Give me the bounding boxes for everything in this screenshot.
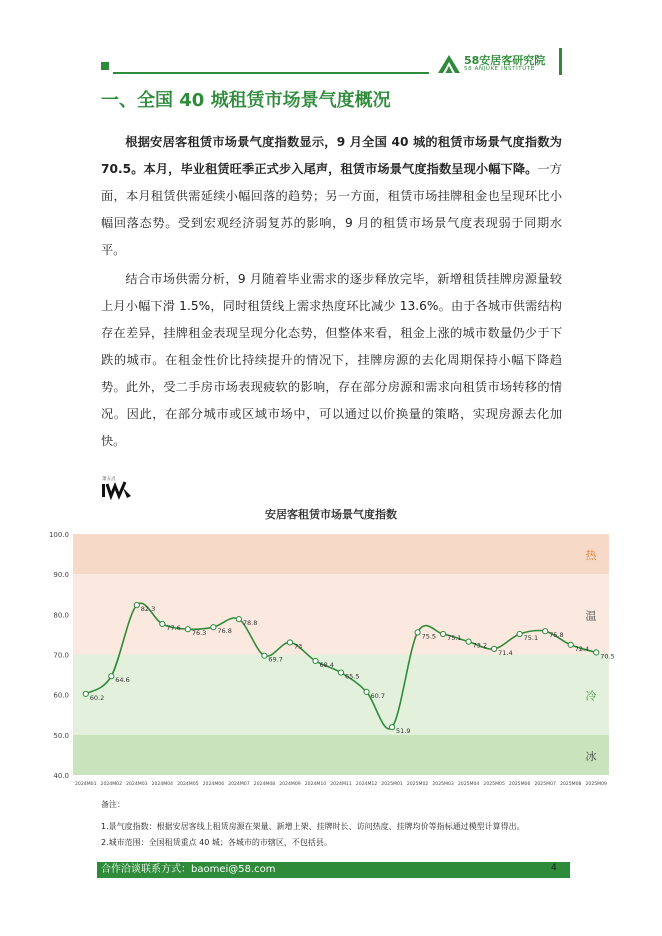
p1-bold-2: 70.5。本月，毕业租赁旺季正式步入尾声，租赁市场景气度指数呈现小幅下降。 [101, 162, 538, 176]
p1-line-4: 态势。受到宏观经济弱复苏的影响，9 月的租赁市场景气度表现弱于同期水平。 [101, 216, 563, 257]
chart-title: 安居客租赁市场景气度指数 [265, 508, 397, 521]
zone-label: 温 [585, 609, 597, 623]
data-point [211, 625, 216, 630]
notes [101, 797, 571, 851]
data-label: 77.6 [166, 623, 181, 632]
y-tick-label: 90.0 [53, 571, 69, 580]
x-tick-label: 2025M06 [508, 782, 531, 787]
x-tick-label: 2024M03 [126, 782, 148, 787]
data-point [338, 670, 343, 675]
brand-logo-icon [437, 54, 461, 74]
data-point [262, 653, 267, 658]
footer-contact: 合作洽谈联系方式：baomei@58.com [101, 864, 276, 875]
data-label: 68.4 [319, 660, 334, 669]
data-label: 65.5 [345, 672, 360, 681]
brand-subtitle: 58 ANJUKE INSTITUTE [464, 66, 535, 72]
x-tick-label: 2025M04 [457, 782, 480, 787]
y-tick-label: 60.0 [53, 691, 69, 700]
data-point [440, 631, 445, 636]
data-point [415, 630, 420, 635]
data-point [185, 627, 190, 632]
chart [47, 500, 615, 788]
zone-band-0 [73, 534, 609, 574]
data-point [389, 725, 394, 730]
watermark-text: 萧五点 [102, 477, 116, 482]
x-tick-label: 2024M06 [202, 782, 225, 787]
y-tick-label: 100.0 [48, 531, 69, 539]
p1-tail: 一方面， [101, 162, 562, 203]
data-label: 75.1 [523, 634, 539, 643]
page-number: 4 [551, 863, 557, 873]
data-label: 73.2 [472, 641, 488, 650]
data-point [568, 642, 573, 647]
data-label: 60.7 [370, 691, 386, 700]
data-label: 60.2 [89, 693, 105, 702]
header-bar [559, 48, 562, 75]
x-tick-label: 2025M09 [585, 782, 607, 787]
x-tick-label: 2025M02 [406, 782, 429, 787]
zone-label: 冰 [585, 749, 597, 763]
chart-svg [47, 500, 615, 788]
y-tick-label: 40.0 [53, 772, 69, 780]
data-label: 73 [293, 642, 303, 651]
data-label: 69.7 [268, 655, 283, 664]
data-point [236, 617, 241, 622]
data-label: 78.8 [242, 619, 258, 628]
y-tick-label: 80.0 [53, 611, 69, 620]
notes-heading: 备注： [101, 800, 125, 809]
watermark-icon [101, 474, 135, 500]
data-point [287, 640, 292, 645]
x-tick-label: 2024M08 [253, 782, 276, 787]
brand-name: 58安居客研究院 [464, 54, 546, 67]
p2-line-4: 市。在租金性价比持续提升的情况下，挂牌房源的去化周期保持小幅下降趋势。此外， [101, 353, 563, 394]
x-tick-label: 2024M05 [177, 782, 199, 787]
data-label: 72.4 [574, 644, 590, 653]
data-point [492, 646, 497, 651]
x-tick-label: 2024M10 [304, 782, 327, 787]
paragraph-2 [101, 266, 562, 455]
x-tick-label: 2025M01 [381, 782, 403, 787]
data-label: 76.3 [191, 629, 207, 638]
data-point [134, 602, 139, 607]
data-label: 75.1 [447, 634, 462, 643]
p2-line-3: 差异，挂牌租金表现呈现分化态势，但整体来看，租金上涨的城市数量仍少于下跌的城 [101, 326, 563, 367]
data-label: 70.5 [600, 652, 615, 661]
data-label: 75.5 [421, 632, 437, 641]
x-tick-label: 2025M08 [559, 782, 582, 787]
x-tick-label: 2024M12 [355, 782, 378, 787]
data-point [109, 674, 114, 679]
p1-bold-1: 根据安居客租赁市场景气度指数显示，9 月全国 40 城的租赁市场景气度指数为 [125, 135, 562, 149]
data-label: 71.4 [498, 648, 513, 657]
note-item-2: 2.城市范围：全国租赁重点 40 城；各城市的市辖区，不包括县。 [101, 838, 332, 847]
data-point [594, 650, 599, 655]
x-tick-label: 2025M07 [534, 782, 556, 787]
paragraph-1 [101, 129, 562, 264]
data-point [543, 629, 548, 634]
zone-band-3 [73, 735, 609, 775]
x-tick-label: 2024M09 [279, 782, 301, 787]
header-square [101, 62, 109, 70]
data-label: 51.9 [396, 727, 411, 736]
data-point [466, 639, 471, 644]
p2-line-2: 月小幅下滑 1.5%，同时租赁线上需求热度环比减少 13.6%。由于各城市供需结构存在 [101, 299, 562, 340]
data-label: 64.6 [115, 676, 130, 685]
x-tick-label: 2024M04 [151, 782, 174, 787]
x-tick-label: 2024M07 [228, 782, 250, 787]
zone-label: 热 [585, 549, 597, 563]
section-title: 一、全国 40 城租赁市场景气度概况 [101, 90, 391, 111]
p1-line-3: 本月租赁供需延续小幅回落的趋势；另一方面，租赁市场挂牌租金也呈现环比小幅回落 [101, 189, 563, 230]
zone-band-2 [73, 655, 609, 735]
data-label: 75.8 [549, 631, 564, 640]
note-item-1: 1.景气度指数：根据安居客线上租赁房源在架量、新增上架、挂牌时长、访问热度、挂牌均价等指标通过模型计算得出。 [101, 822, 525, 831]
x-tick-label: 2025M03 [432, 782, 454, 787]
data-point [517, 631, 522, 636]
data-point [83, 691, 88, 696]
header-rule [113, 72, 429, 74]
brand [437, 52, 557, 78]
y-tick-label: 70.0 [53, 651, 69, 660]
x-tick-label: 2024M02 [100, 782, 123, 787]
data-point [364, 689, 369, 694]
p2-line-6: 部分城市或区域市场中，可以通过以价换量的策略，实现房源去化加快。 [101, 407, 563, 448]
x-tick-label: 2024M11 [330, 782, 352, 787]
p2-line-5: 受二手房市场表现疲软的影响，存在部分房源和需求向租赁市场转移的情况。因此，在 [101, 380, 563, 421]
data-point [160, 621, 165, 626]
data-point [313, 658, 318, 663]
data-label: 82.3 [140, 605, 156, 614]
y-tick-label: 50.0 [53, 731, 69, 740]
x-tick-label: 2024M01 [75, 782, 97, 787]
zone-label: 冷 [585, 689, 597, 703]
x-tick-label: 2025M05 [483, 782, 505, 787]
p2-line-1: 结合市场供需分析，9 月随着毕业需求的逐步释放完毕，新增租赁挂牌房源量较上 [101, 272, 562, 313]
data-label: 76.8 [217, 627, 232, 636]
